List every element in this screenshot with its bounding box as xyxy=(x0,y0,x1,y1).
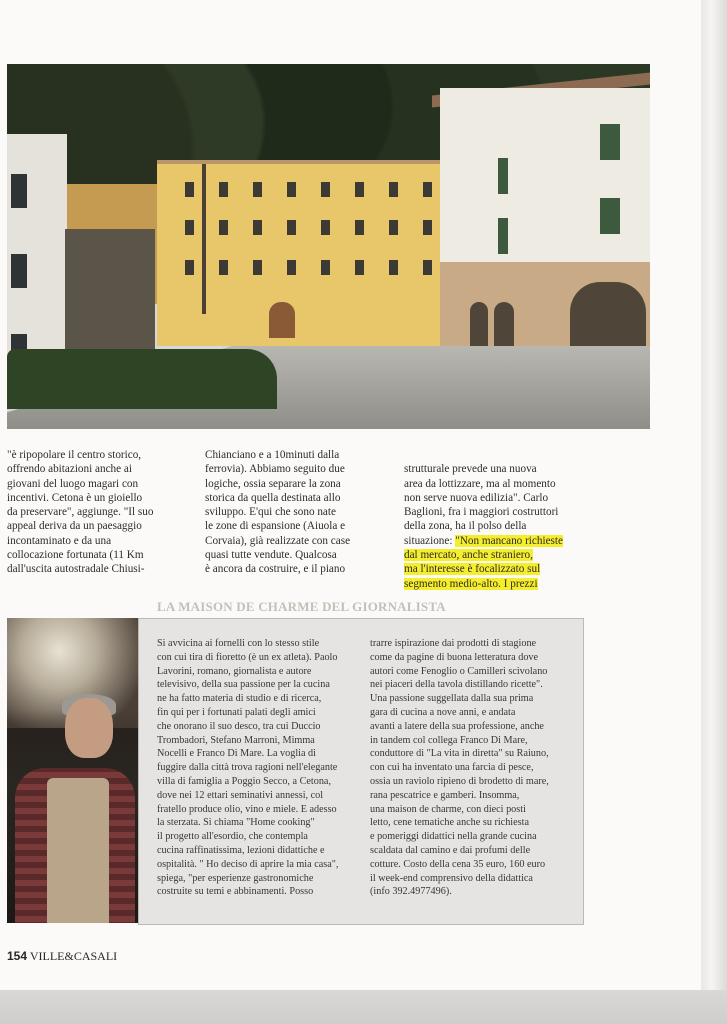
scan-bottom-band xyxy=(0,990,727,1024)
article-column-2: Chianciano e a 10minuti dalla ferrovia). Abbiamo seguito due logiche, ossia separare la zona storica da quella destinata allo sviluppo. E'qui che sono nate le zone di espansione (Aiuola e Corvaia), già realizzate con case quasi tutte vendute. Qualcosa è ancora da costruire, e il piano xyxy=(205,449,351,576)
magazine-name: VILLE&CASALI xyxy=(29,949,118,963)
town-square-photo xyxy=(7,64,650,429)
article-column-3-text: strutturale prevede una nuova area da lottizzare, ma al momento non serve nuova edilizia". Carlo Baglioni, fra i maggiori costruttori della zona, ha il polso della situazione: xyxy=(404,463,559,547)
chef-portrait-photo xyxy=(7,618,138,923)
box-column-2: trarre ispirazione dai prodotti di stagione come da pagine di buona letteratura dove autori come Fenoglio o Camilleri scivolano nei piaceri della tavola distillando ricette". Una passione suggellata dalla sua prima gara di cucina a nove anni, e andata avanti a latere della sua professione, anche in tandem col collega Franco Di Mare, conduttore di "La vita in diretta" su Raiuno, con cui ha inventato una farcia di pesce, ossia un raviolo ripieno di brodetto di mare, rana pescatrice e gamberi. Insomma, una maison de charme, con dieci posti letto, cene tematiche anche su richiesta e pomeriggi didattici nella grande cucina scaldata dal camino e dai profumi delle cotture. Costo della cena 35 euro, 160 euro il week-end comprensivo della didattica (info 392.4977496). xyxy=(370,638,549,898)
page-number: 154 xyxy=(7,949,28,963)
box-title: LA MAISON DE CHARME DEL GIORNALISTA xyxy=(157,599,446,614)
left-building xyxy=(7,134,67,374)
sidebar-box xyxy=(138,618,584,925)
yellow-palazzo xyxy=(157,164,447,346)
highlighted-quote: "Non mancano richieste dal mercato, anche straniero, ma l'interesse è focalizzato sul segmento medio-alto. I prezzi xyxy=(404,534,563,590)
page-footer xyxy=(7,949,117,964)
article-column-3 xyxy=(404,448,594,591)
page-edge xyxy=(701,0,727,1024)
article-column-1: "è ripopolare il centro storico, offrendo abitazioni anche ai giovani del luogo magari con incentivi. Cetona è un gioiello da preservare", aggiunge. "Il suo appeal deriva da un paesaggio incontaminato e da una collocazione fortunata (11 Km dall'uscita autostradale Chiusi- xyxy=(7,449,154,576)
box-column-1: Si avvicina ai fornelli con lo stesso stile con cui tira di fioretto (è un ex atleta). Paolo Lavorini, romano, giornalista e autore televisivo, della sua passione per la cucina ne ha fatto materia di studio e di ricerca, fin qui per i fortunati palati degli amici che onorano il suo desco, tra cui Duccio Trombadori, Stefano Marroni, Mimma Nocelli e Franco Di Mare. La voglia di fuggire dalla città trova ragioni nell'elegante villa di famiglia a Poggio Secco, a Cetona, dove nei 12 ettari seminativi annessi, col fratello produce olio, vino e miele. E adesso la sterzata. Si chiama "Home cooking" il progetto all'esordio, che contempla cucina raffinatissima, lezioni didattiche e ospitalità. " Ho deciso di aprire la mia casa", spiega, "per esperienze gastronomiche costruite su temi e abbinamenti. Posso xyxy=(157,638,339,898)
